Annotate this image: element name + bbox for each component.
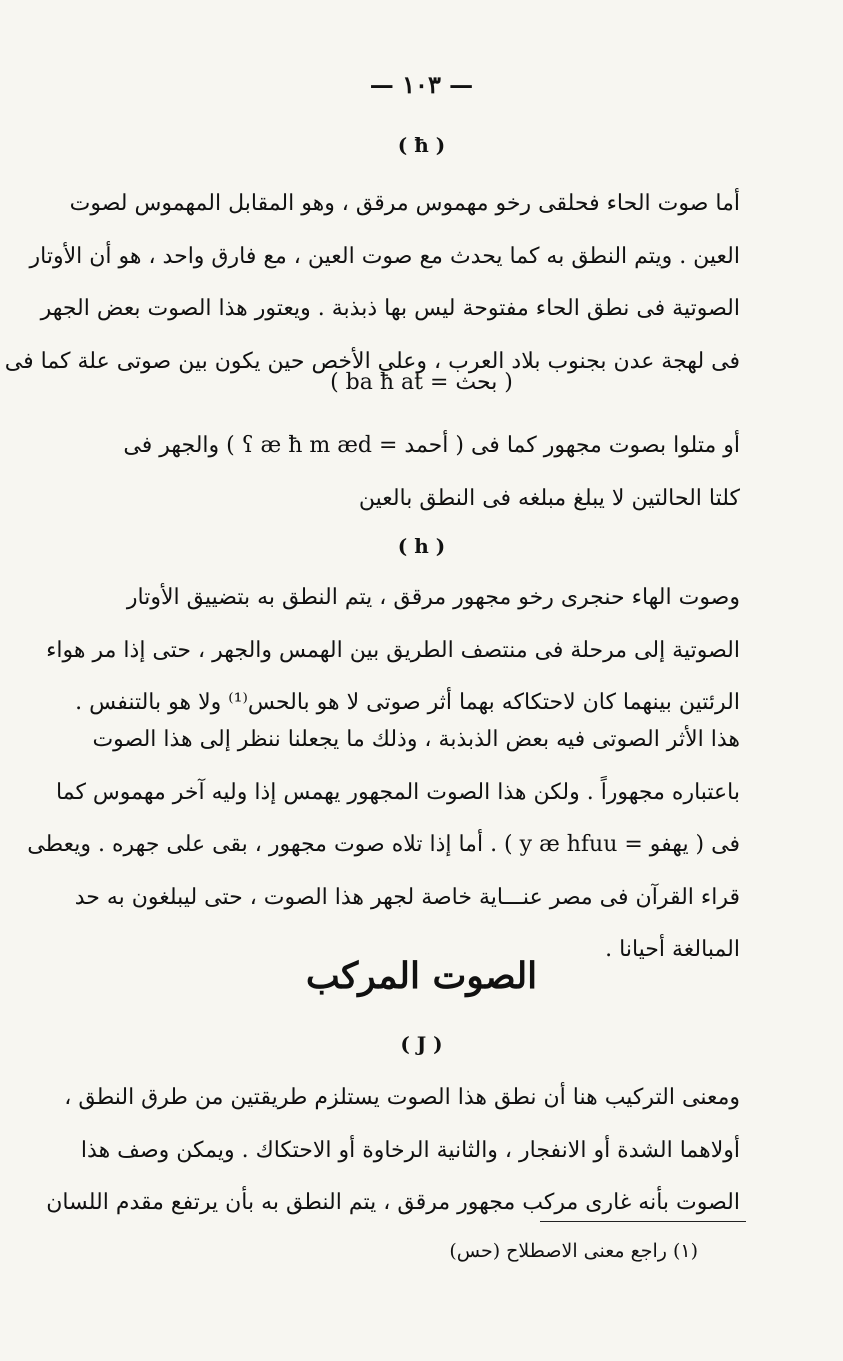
- section-label-h-dot: ( ħ ): [397, 133, 446, 157]
- text-line: الصوتية فى نطق الحاء مفتوحة ليس بها ذبذبة . ويعتور هذا الصوت بعض الجهر: [40, 296, 740, 321]
- section-label-j: ( J ): [400, 1032, 443, 1056]
- footnote-divider: [540, 1221, 746, 1222]
- footnote: (١) راجع معنى الاصطلاح (حس): [449, 1240, 698, 1262]
- text-line: المبالغة أحيانا .: [605, 937, 740, 962]
- section-label-h: ( h ): [397, 534, 446, 558]
- page-number: — ١٠٣ —: [369, 70, 474, 99]
- paragraph-h-description: [46, 572, 740, 730]
- text-line: هذا الأثر الصوتى فيه بعض الذبذبة ، وذلك ما يجعلنا ننظر إلى هذا الصوت: [92, 727, 740, 752]
- paragraph-h-dot-voicing: [92, 420, 740, 525]
- text-line: أو متلوا بصوت مجهور كما فى ( أحمد = ʕ æ ħ m æd ) والجهر فى: [123, 433, 740, 458]
- text-line: الصوتية إلى مرحلة فى منتصف الطريق بين الهمس والجهر ، حتى إذا مر هواء: [46, 637, 740, 663]
- example-formula-bahat: ( بحث = ba ħ at ): [330, 370, 513, 395]
- text-line: أما صوت الحاء فحلقى رخو مهموس مرقق ، وهو المقابل المهموس لصوت: [69, 191, 740, 216]
- text-line: وصوت الهاء حنجرى رخو مجهور مرقق ، يتم النطق به بتضييق الأوتار: [126, 585, 740, 610]
- text-line: باعتباره مجهوراً . ولكن هذا الصوت المجهور يهمس إذا وليه آخر مهموس كما: [56, 779, 740, 805]
- text-line: كلتا الحالتين لا يبلغ مبلغه فى النطق بالعين: [358, 485, 740, 511]
- text-line: الصوت بأنه غارى مركب مجهور مرقق ، يتم النطق به بأن يرتفع مقدم اللسان: [46, 1190, 740, 1215]
- paragraph-compound-description: [46, 1072, 740, 1230]
- text-line: فى لهجة عدن بجنوب بلاد العرب ، وعلى الأخص حين يكون بين صوتى علة كما فى: [4, 348, 740, 374]
- paragraph-h-dot-description: [4, 178, 740, 388]
- text-line: قراء القرآن فى مصر عنـــاية خاصة لجهر هذا الصوت ، حتى ليبلغون به حد: [74, 884, 740, 910]
- text-line: أولاهما الشدة أو الانفجار ، والثانية الرخاوة أو الاحتكاك . ويمكن وصف هذا: [80, 1137, 740, 1163]
- paragraph-h-voicing: [27, 714, 740, 977]
- text-line: ومعنى التركيب هنا أن نطق هذا الصوت يستلزم طريقتين من طرق النطق ،: [64, 1085, 740, 1110]
- text-line: الرئتين بينهما كان لاحتكاكه بهما أثر صوتى لا هو بالحس⁽¹⁾ ولا هو بالتنفس .: [75, 690, 740, 715]
- text-line: فى ( يهفو = y æ hfuu ) . أما إذا تلاه صوت مجهور ، بقى على جهره . ويعطى: [27, 832, 740, 857]
- section-heading-compound-sound: الصوت المركب: [305, 955, 538, 997]
- text-line: العين . ويتم النطق به كما يحدث مع صوت العين ، مع فارق واحد ، هو أن الأوتار: [29, 243, 740, 269]
